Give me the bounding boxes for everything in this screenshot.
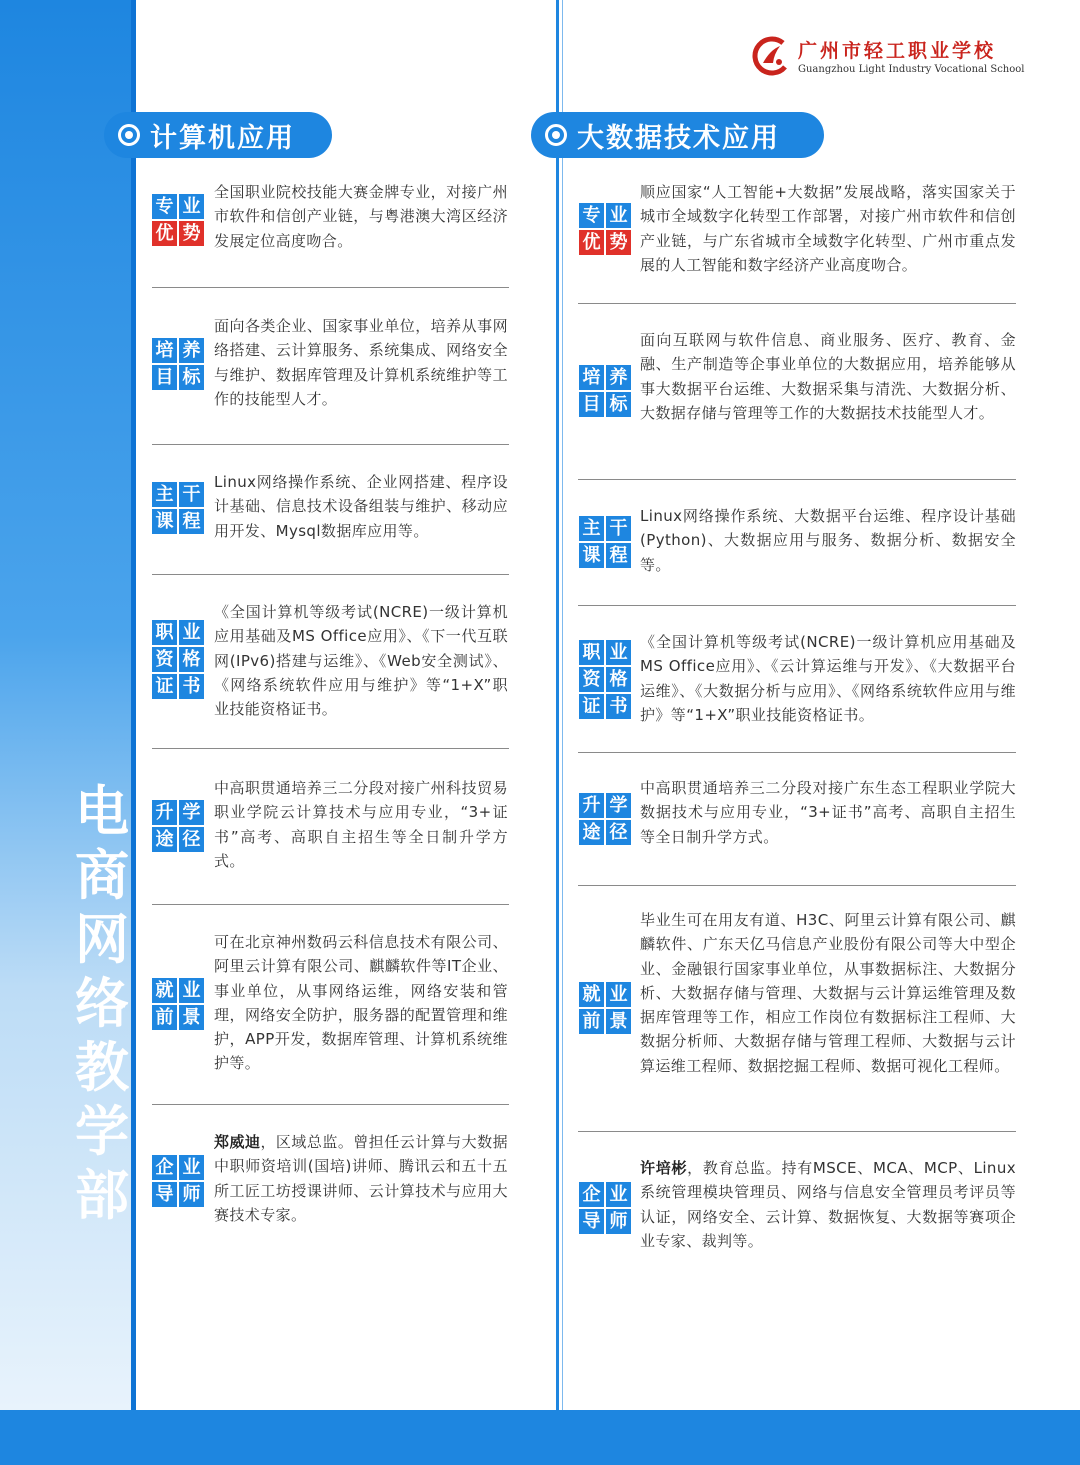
category-tag-char: 培 [152, 338, 177, 363]
category-tag-char: 程 [179, 509, 204, 534]
category-tag-char: 干 [606, 516, 631, 541]
category-tag-char: 就 [152, 978, 177, 1003]
entry-description: 顺应国家“人工智能+大数据”发展战略，落实国家关于城市全域数字化转型工作部署，对接广州市软件和信创产业链，与广东省城市全域数字化转型、广州市重点发展的人工智能和数字经济产业高度吻合。 [640, 183, 1016, 274]
entry-description: 可在北京神州数码云科信息技术有限公司、阿里云计算有限公司、麒麟软件等IT企业、事业单位，从事网络运维，网络安装和管理，网络安全防护，服务器的配置管理和维护，APP开发，数据库管理、计算机系统维护等。 [214, 933, 508, 1073]
category-tag-char: 课 [579, 543, 604, 568]
entry-divider [152, 1104, 509, 1105]
entry-divider [152, 904, 509, 905]
category-tag-char: 养 [606, 365, 631, 390]
mentor-description: ，区域总监。曾担任云计算与大数据中职师资培训(国培)讲师、腾讯云和五十五所工匠工坊授课讲师、云计算技术与应用大赛技术专家。 [214, 1133, 508, 1224]
category-tag [579, 516, 631, 570]
entry-description: 面向互联网与软件信息、商业服务、医疗、教育、金融、生产制造等企事业单位的大数据应用，培养能够从事大数据平台运维、大数据采集与清洗、大数据分析、大数据存储与管理等工作的大数据技术技能型人才。 [640, 331, 1016, 422]
category-tag [152, 978, 204, 1032]
entry-description: 全国职业院校技能大赛金牌专业，对接广州市软件和信创产业链，与粤港澳大湾区经济发展定位高度吻合。 [214, 183, 508, 250]
target-circle-icon [118, 124, 140, 146]
entry-description: 毕业生可在用友有道、H3C、阿里云计算有限公司、麒麟软件、广东天亿马信息产业股份有限公司等大中型企业、金融银行国家事业单位，从事数据标注、大数据分析、大数据存储与管理、大数据与云计算运维管理及数据库管理等工作，相应工作岗位有数据标注工程师、大数据分析师、大数据存储与管理工程师、大数据与云计算运维工程师、数据挖掘工程师、数据可视化工程师。 [640, 911, 1016, 1075]
category-tag-char: 前 [152, 1005, 177, 1030]
category-tag-char: 企 [152, 1155, 177, 1180]
category-tag-row [579, 793, 631, 818]
entry-divider [578, 885, 1016, 886]
category-tag [579, 793, 631, 847]
category-tag-row [152, 365, 204, 390]
section-header-big-data [531, 112, 824, 158]
category-tag-char: 格 [606, 667, 631, 692]
entry-description [214, 1130, 508, 1227]
category-tag-char: 资 [579, 667, 604, 692]
bottom-decor-band [0, 1410, 1080, 1465]
category-tag-char: 势 [179, 221, 204, 246]
school-name-en: Guangzhou Light Industry Vocational School [798, 64, 1025, 75]
category-tag-char: 业 [606, 1182, 631, 1207]
category-tag-char: 学 [606, 793, 631, 818]
category-tag-char: 书 [179, 674, 204, 699]
category-tag-row [152, 800, 204, 825]
category-tag [152, 482, 204, 536]
category-tag-char: 就 [579, 982, 604, 1007]
category-tag [579, 640, 631, 721]
category-tag-char: 企 [579, 1182, 604, 1207]
category-tag-char: 径 [606, 820, 631, 845]
category-tag-row [152, 1155, 204, 1180]
entry-description [640, 1156, 1016, 1253]
category-tag-char: 业 [179, 194, 204, 219]
category-tag-row [579, 640, 631, 665]
school-logo [752, 34, 1025, 84]
category-tag-row [152, 827, 204, 852]
category-tag-row [152, 482, 204, 507]
category-tag-char: 目 [152, 365, 177, 390]
category-tag-char: 业 [606, 203, 631, 228]
category-tag-char: 目 [579, 392, 604, 417]
school-emblem-icon [752, 36, 792, 76]
category-tag-char: 景 [606, 1009, 631, 1034]
center-divider-line-thin [562, 0, 563, 1410]
entry-description: 中高职贯通培养三二分段对接广州科技贸易职业学院云计算技术与应用专业，“3+证书”高考、高职自主招生等全日制升学方式。 [214, 779, 508, 870]
category-tag-char: 资 [152, 647, 177, 672]
category-tag-char: 途 [579, 820, 604, 845]
category-tag-char: 优 [152, 221, 177, 246]
entry-description: Linux网络操作系统、企业网搭建、程序设计基础、信息技术设备组装与维护、移动应用开发、Mysql数据库应用等。 [214, 473, 508, 540]
category-tag [152, 620, 204, 701]
category-tag-char: 升 [579, 793, 604, 818]
mentor-name: 许培彬 [640, 1159, 688, 1177]
category-tag-row [579, 1009, 631, 1034]
category-tag-char: 专 [152, 194, 177, 219]
category-tag [579, 982, 631, 1036]
category-tag-char: 干 [179, 482, 204, 507]
category-tag-char: 标 [606, 392, 631, 417]
entry-divider [152, 748, 509, 749]
category-tag-row [579, 365, 631, 390]
category-tag-char: 职 [579, 640, 604, 665]
entry-divider [578, 605, 1016, 606]
category-tag-row [579, 694, 631, 719]
category-tag-char: 升 [152, 800, 177, 825]
category-tag-row [152, 221, 204, 246]
category-tag-char: 课 [152, 509, 177, 534]
category-tag-row [152, 338, 204, 363]
entry-divider [578, 303, 1016, 304]
entry-divider [152, 444, 509, 445]
category-tag [579, 203, 631, 257]
category-tag [579, 365, 631, 419]
category-tag-char: 导 [152, 1182, 177, 1207]
category-tag-char: 途 [152, 827, 177, 852]
category-tag-char: 前 [579, 1009, 604, 1034]
category-tag-char: 优 [579, 230, 604, 255]
center-divider-line [556, 0, 559, 1410]
category-tag-char: 证 [152, 674, 177, 699]
mentor-description: ，教育总监。持有MSCE、MCA、MCP、Linux系统管理模块管理员、网络与信息安全管理员考评员等认证，网络安全、云计算、数据恢复、大数据等赛项企业专家、裁判等。 [640, 1159, 1017, 1250]
category-tag-row [152, 978, 204, 1003]
entry-description: 《全国计算机等级考试(NCRE)一级计算机应用基础及MS Office应用》、《云计算运维与开发》、《大数据平台运维》、《大数据分析与应用》、《网络系统软件应用与维护》等“1+X”职业技能资格证书。 [640, 633, 1016, 724]
entry-description: 中高职贯通培养三二分段对接广东生态工程职业学院大数据技术与应用专业，“3+证书”高考、高职自主招生等全日制升学方式。 [640, 779, 1016, 846]
category-tag-row [152, 1182, 204, 1207]
category-tag-char: 师 [606, 1209, 631, 1234]
category-tag-char: 主 [579, 516, 604, 541]
entry-description: 面向各类企业、国家事业单位，培养从事网络搭建、云计算服务、系统集成、网络安全与维护、数据库管理及计算机系统维护等工作的技能型人才。 [214, 317, 508, 408]
entry-description: Linux网络操作系统、大数据平台运维、程序设计基础(Python)、大数据应用与服务、数据分析、数据安全等。 [640, 507, 1016, 574]
category-tag [152, 800, 204, 854]
category-tag-char: 业 [606, 640, 631, 665]
category-tag-row [579, 203, 631, 228]
category-tag-char: 导 [579, 1209, 604, 1234]
category-tag-char: 业 [179, 978, 204, 1003]
category-tag-char: 格 [179, 647, 204, 672]
category-tag-char: 专 [579, 203, 604, 228]
category-tag-char: 职 [152, 620, 177, 645]
category-tag-char: 景 [179, 1005, 204, 1030]
category-tag-char: 业 [179, 1155, 204, 1180]
category-tag-char: 养 [179, 338, 204, 363]
category-tag-char: 程 [606, 543, 631, 568]
entry-divider [578, 1131, 1016, 1132]
department-title: 电商网络教学部 [75, 780, 129, 1227]
category-tag [152, 1155, 204, 1209]
category-tag-char: 业 [179, 620, 204, 645]
category-tag-row [152, 647, 204, 672]
entry-description: 《全国计算机等级考试(NCRE)一级计算机应用基础及MS Office应用》、《下一代互联网(IPv6)搭建与运维》、《Web安全测试》、《网络系统软件应用与维护》等“1+X”职业技能资格证书。 [214, 603, 508, 719]
category-tag-row [152, 1005, 204, 1030]
category-tag-row [152, 620, 204, 645]
category-tag-char: 势 [606, 230, 631, 255]
entry-divider [578, 479, 1016, 480]
category-tag-char: 学 [179, 800, 204, 825]
category-tag-row [152, 194, 204, 219]
category-tag-row [579, 667, 631, 692]
category-tag-row [579, 543, 631, 568]
mentor-name: 郑威迪 [214, 1133, 261, 1151]
target-circle-icon [545, 124, 567, 146]
category-tag-row [152, 509, 204, 534]
section-title: 计算机应用 [150, 122, 295, 154]
category-tag-char: 径 [179, 827, 204, 852]
category-tag-char: 标 [179, 365, 204, 390]
category-tag-char: 书 [606, 694, 631, 719]
school-name: 广州市轻工职业学校 [798, 40, 997, 62]
category-tag [579, 1182, 631, 1236]
category-tag-row [579, 392, 631, 417]
category-tag-row [579, 1209, 631, 1234]
category-tag-row [579, 1182, 631, 1207]
entry-divider [578, 752, 1016, 753]
category-tag [152, 338, 204, 392]
category-tag-char: 培 [579, 365, 604, 390]
section-header-computer-app [104, 112, 332, 158]
section-title: 大数据技术应用 [577, 122, 780, 154]
category-tag-row [579, 516, 631, 541]
category-tag-char: 证 [579, 694, 604, 719]
category-tag-row [579, 982, 631, 1007]
entry-divider [152, 287, 509, 288]
category-tag-row [579, 230, 631, 255]
category-tag-char: 师 [179, 1182, 204, 1207]
category-tag [152, 194, 204, 248]
category-tag-char: 主 [152, 482, 177, 507]
category-tag-char: 业 [606, 982, 631, 1007]
category-tag-row [152, 674, 204, 699]
category-tag-row [579, 820, 631, 845]
entry-divider [152, 574, 509, 575]
